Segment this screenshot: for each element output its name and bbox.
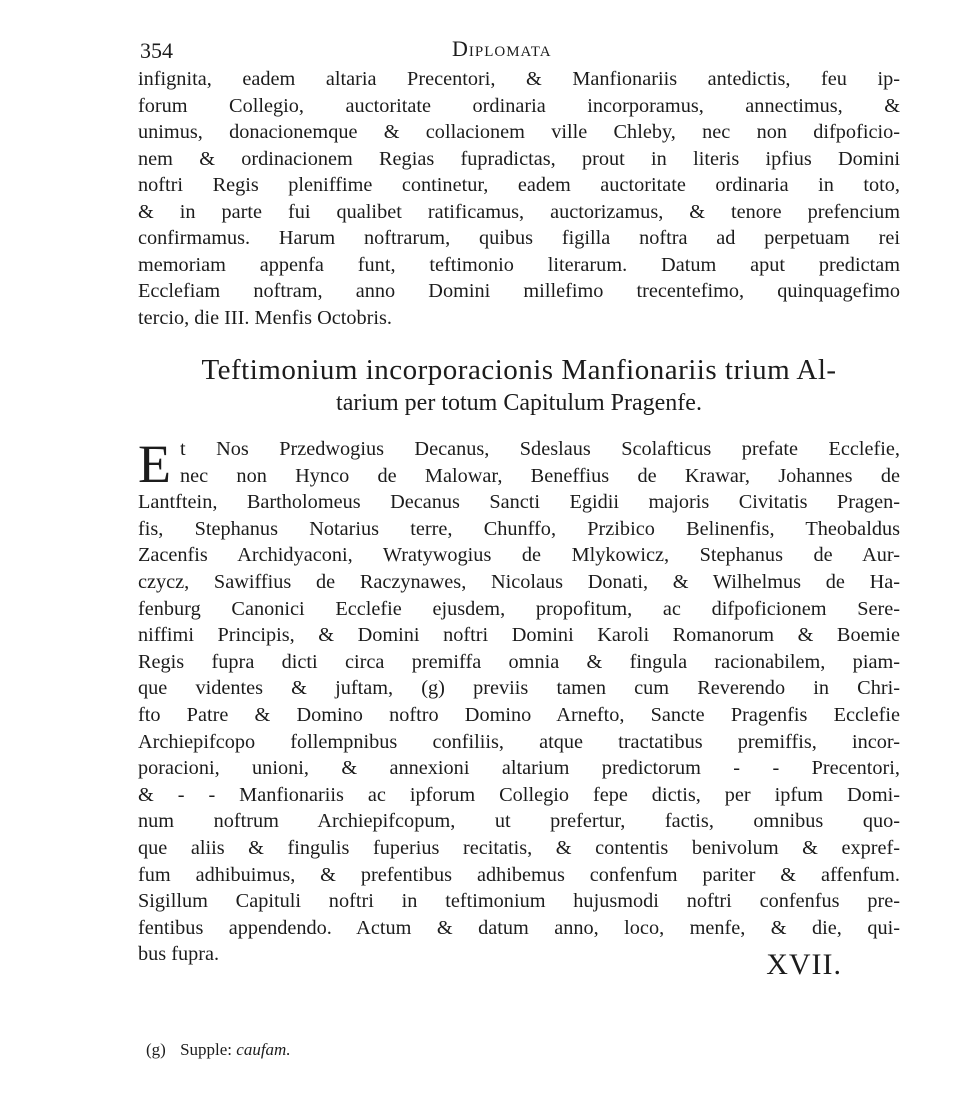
text-line: niffimi Principis, & Domini noftri Domini Karoli Romanorum & Boemie [138, 624, 900, 647]
text-line: Lantftein, Bartholomeus Decanus Sancti Egidii majoris Civitatis Pragen- [138, 491, 900, 514]
text-line: confirmamus. Harum noftrarum, quibus figilla noftra ad perpetuam rei [138, 227, 900, 249]
page-number: 354 [140, 38, 173, 63]
text-line: bus fupra. [138, 943, 220, 966]
footnote-text: Supple: [180, 1040, 233, 1059]
text-line: fum adhibuimus, & prefentibus adhibemus confenfum pariter & affenfum. [138, 863, 900, 886]
text-line: tercio, die III. Menfis Octobris. [138, 306, 393, 329]
text-line: Regis fupra dicti circa premiffa omnia & fingula racionabilem, piam- [138, 650, 900, 673]
footnote [146, 1040, 291, 1060]
text-line: czycz, Sawiffius de Raczynawes, Nicolaus Donati, & Wilhelmus de Ha- [138, 570, 900, 593]
footnote-marker: (g) [146, 1040, 166, 1059]
text-line: fto Patre & Domino noftro Domino Arnefto, Sancte Pragenfis Ecclefie [138, 703, 900, 726]
text-line: poracioni, unioni, & annexioni altarium predictorum - - Precentori, [138, 757, 900, 780]
text-line: fentibus appendendo. Actum & datum anno, loco, menfe, & die, qui- [138, 916, 900, 939]
text-line: Ecclefiam noftram, anno Domini millefimo trecentefimo, quinquagefimo [138, 280, 900, 302]
text-line: que videntes & juftam, (g) previis tamen cum Reverendo in Chri- [138, 677, 900, 700]
section-heading [138, 352, 900, 418]
text-line: fenburg Canonici Ecclefie ejusdem, propofitum, ac difpoficionem Sere- [138, 597, 900, 620]
text-line: & - - Manfionariis ac ipforum Collegio fepe dictis, per ipfum Domi- [138, 783, 900, 806]
text-line: Zacenfis Archidyaconi, Wratywogius de Mlykowicz, Stephanus de Aur- [138, 544, 900, 567]
section-heading-line-2: tarium per totum Capitulum Pragenfe. [336, 390, 702, 416]
text-line: & in parte fui qualibet ratificamus, auctorizamus, & tenore prefencium [138, 200, 900, 223]
text-line: noftri Regis pleniffime continetur, eadem auctoritate ordinaria in toto, [138, 174, 900, 196]
paragraph-2 [138, 436, 900, 968]
section-heading-line-1: Teftimonium incorporacionis Manfionariis trium Al- [201, 354, 837, 386]
text-line: nec non Hynco de Malowar, Beneffius de Krawar, Johannes de [180, 464, 900, 487]
paragraph-1 [138, 66, 900, 331]
catch-word: XVII. [766, 948, 842, 981]
text-line: forum Collegio, auctoritate ordinaria incorporamus, annectimus, & [138, 94, 900, 117]
text-line: que aliis & fingulis fuperius recitatis, & contentis benivolum & expref- [138, 836, 900, 859]
text-line: memoriam appenfa funt, teftimonio literarum. Datum aput predictam [138, 253, 900, 276]
text-line: Archiepifcopo follempnibus confiliis, atque tractatibus premiffis, incor- [138, 730, 900, 753]
drop-cap: E [138, 434, 171, 494]
running-head: Diplomata [452, 36, 552, 61]
text-line: Sigillum Capituli noftri in teftimonium hujusmodi noftri confenfus pre- [138, 890, 900, 913]
text-line: infignita, eadem altaria Precentori, & Manfionariis antedictis, feu ip- [138, 68, 900, 90]
text-line: nem & ordinacionem Regias fupradictas, prout in literis ipfius Domini [138, 147, 900, 170]
text-line: num noftrum Archiepifcopum, ut prefertur, factis, omnibus quo- [138, 810, 900, 833]
footnote-word: caufam. [236, 1040, 291, 1059]
page-header [140, 30, 900, 70]
text-line: unimus, donacionemque & collacionem ville Chleby, nec non difpoficio- [138, 121, 900, 143]
text-line-content: t Nos Przedwogius Decanus, Sdeslaus Scolafticus prefate Ecclefie, [180, 438, 900, 460]
text-line: fis, Stephanus Notarius terre, Chunffo, Przibico Belinenfis, Theobaldus [138, 517, 900, 540]
